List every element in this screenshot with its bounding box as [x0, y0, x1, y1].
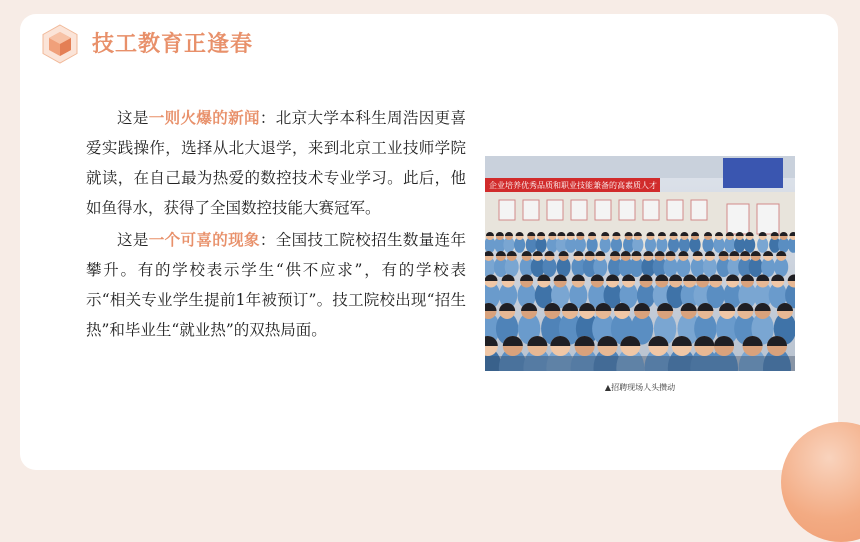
highlight-news: 一则火爆的新闻	[148, 108, 260, 127]
page-title: 技工教育正逢春	[92, 32, 254, 57]
paragraph-news	[86, 103, 466, 223]
banner-text: 企业培养优秀品质和职业技能兼备的高素质人才	[489, 181, 657, 190]
paragraph-phenomenon	[86, 225, 466, 345]
recruitment-photo-drawing	[485, 156, 795, 371]
recruitment-photo	[485, 156, 795, 371]
paragraph-prefix: 这是	[117, 109, 149, 127]
body-text	[86, 103, 466, 347]
paragraph-rest: ：北京大学本科生周浩因更喜爱实践操作，选择从北大退学，来到北京工业技师学院就读，在自己最为热爱的数控技术专业学习。此后，他如鱼得水，获得了全国数控技能大赛冠军。	[86, 109, 466, 217]
highlight-phenomenon: 一个可喜的现象	[148, 230, 260, 249]
paragraph-prefix: 这是	[117, 231, 149, 249]
photo-caption: ▲招聘现场人头攒动	[604, 383, 676, 392]
hexagon-cube-icon	[40, 24, 80, 64]
paragraph-rest: ：全国技工院校招生数量连年攀升。有的学校表示学生“供不应求”，有的学校表示“相关专业学生提前1年被预订”。技工院校出现“招生热”和毕业生“就业热”的双热局面。	[86, 231, 466, 339]
